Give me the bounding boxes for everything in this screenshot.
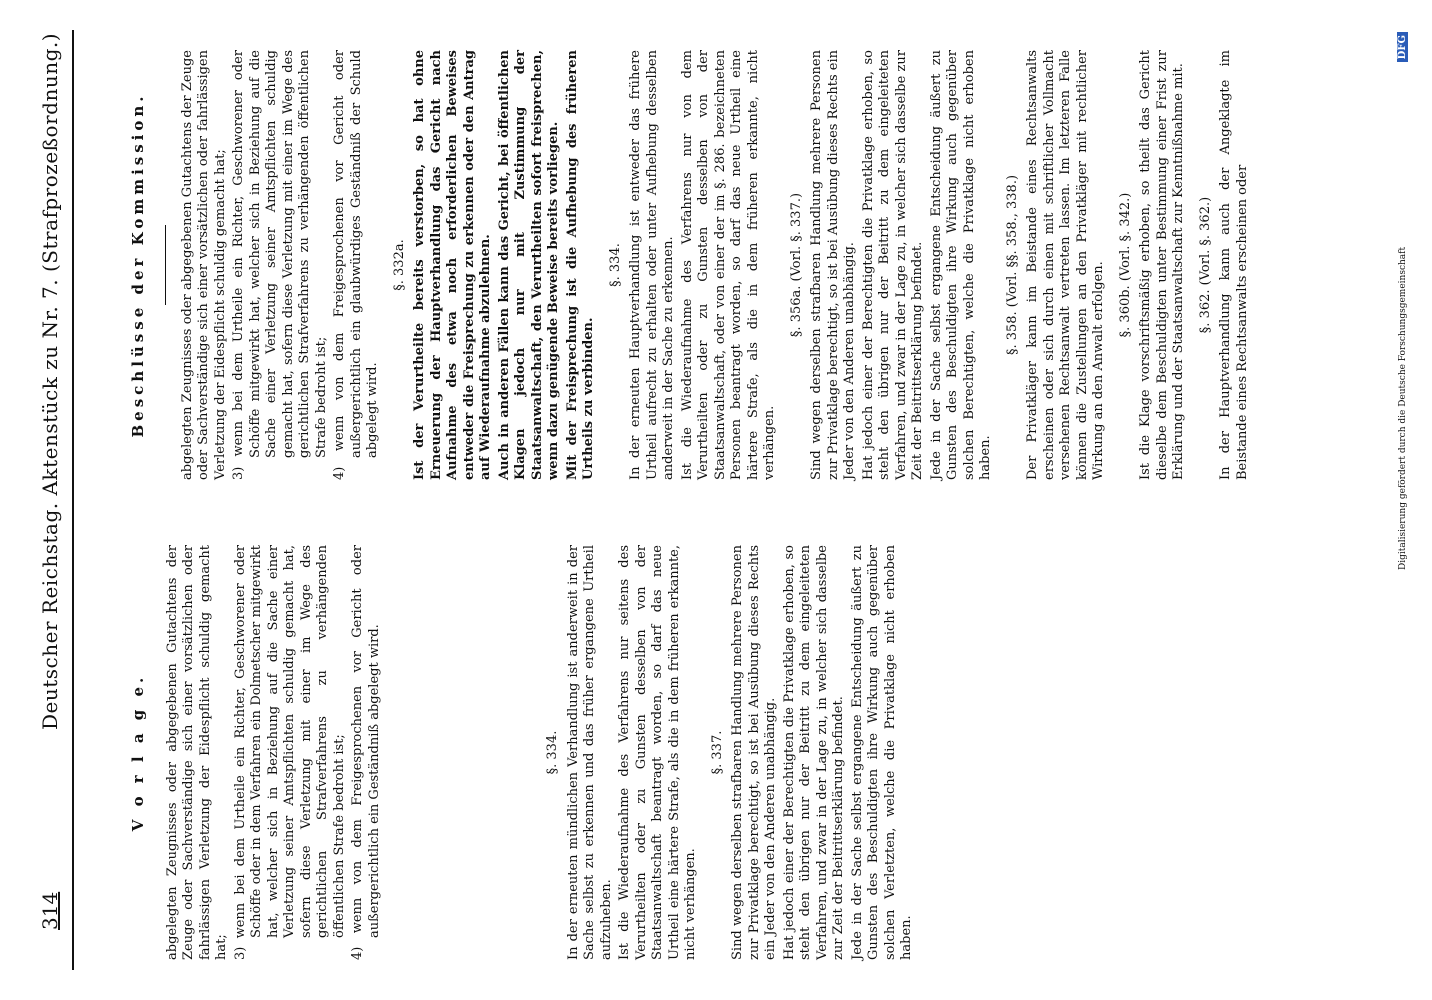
left-s337-p3: Jede in der Sache selbst ergangene Entscheidung äußert zu Gunsten des Beschuldigten ihre Wirkung auch gegenüber solchen Verletzten, welche die Privatklage nicht erhoben haben. bbox=[849, 545, 914, 960]
right-s360b-heading: §. 360b. (Vorl. §. 342.) bbox=[1117, 192, 1133, 338]
digitization-note: Digitalisierung gefördert durch die Deutsche Forschungsgemeinschaft bbox=[1398, 246, 1408, 570]
right-column-heading: Beschlüsse der Kommission. bbox=[129, 92, 147, 438]
right-s356a-heading: §. 356a. (Vorl. §. 337.) bbox=[788, 192, 804, 338]
left-s337-p2: Hat jedoch einer der Berechtigten die Privatklage erhoben, so steht den übrigen nur der Beitritt zu dem eingeleiteten Verfahren, und zwar in der Lage zu, in welcher sich dasselbe zur Zeit der Beitrittserklärung befindet. bbox=[781, 545, 846, 960]
right-s334-p2: Ist die Wiederaufnahme des Verfahrens nur von dem Verurtheilten oder zu Gunsten desselben von der Staatsanwaltschaft, oder von einer der im §. 286. bezeichneten Personen beantragt worden, so darf das neue Urtheil eine härtere Strafe, als die in dem früheren erkannte, nicht verhängen. bbox=[679, 50, 777, 480]
page-number: 314 bbox=[38, 891, 62, 930]
left-column-heading: V o r l a g e. bbox=[129, 673, 147, 832]
dfg-logo-icon: DFG bbox=[1397, 32, 1408, 62]
right-s362-p1: In der Hauptverhandlung kann auch der Angeklagte im Beistande eines Rechtsanwalts erscheinen oder bbox=[1218, 50, 1250, 480]
right-s362-heading: §. 362. (Vorl. §. 362.) bbox=[1197, 196, 1213, 334]
left-item-4: 4) wenn von dem Freigesprochenen vor Gericht oder außergerichtlich ein Geständniß abgelegt wird. bbox=[350, 545, 382, 960]
left-s334-p1: In der erneuten mündlichen Verhandlung ist anderweit in der Sache selbst zu erkennen und das früher ergangene Urtheil aufzuheben. bbox=[565, 545, 614, 960]
right-s334-heading: §. 334. bbox=[607, 243, 623, 287]
right-item-4: 4) wenn von dem Freigesprochenen vor Gericht oder außergerichtlich ein glaubwürdiges Geständniß der Schuld abgelegt wird. bbox=[332, 50, 380, 480]
right-s332a-p2: Auch in anderen Fällen kann das Gericht, bei öffentlichen Klagen jedoch nur mit Zustimmung der Staatsanwaltschaft, den Verurtheilten sofort freisprechen, wenn dazu genügende Beweise bereits vorliegen. bbox=[496, 50, 561, 480]
digitization-footer bbox=[1397, 35, 1408, 570]
header-rule bbox=[72, 30, 74, 970]
right-s332a-heading: §. 332a. bbox=[391, 239, 407, 291]
left-s334-p2: Ist die Wiederaufnahme des Verfahrens nur seitens des Verurtheilten oder zu Gunsten desselben von der Staatsanwaltschaft beantragt worden, so darf das neue Urtheil eine härtere Strafe, als die in dem früheren erkannte, nicht verhängen. bbox=[617, 545, 698, 960]
right-s332a-p3: Mit der Freisprechung ist die Aufhebung des früheren Urtheils zu verbinden. bbox=[564, 50, 596, 480]
right-intro: abgelegten Zeugnisses oder abgegebenen Gutachtens der Zeuge oder Sachverständige sich einer vorsätzlichen oder fahrlässigen Verletzung der Eidespflicht schuldig gemacht hat; bbox=[179, 50, 228, 480]
left-column bbox=[130, 545, 918, 960]
right-s356a-p2: Hat jedoch einer der Berechtigten die Privatklage erhoben, so steht den übrigen nur der Beitritt zu dem eingeleiteten Verfahren, und zwar in der Lage zu, in welcher sich dasselbe zur Zeit der Beitrittserklärung befindet. bbox=[860, 50, 925, 480]
left-s337-p1: Sind wegen derselben strafbaren Handlung mehrere Personen zur Privatklage berechtigt, so ist bei Ausübung dieses Rechts ein Jeder von den Anderen unabhängig. bbox=[730, 545, 778, 960]
right-s356a-p3: Jede in der Sache selbst ergangene Entscheidung äußert zu Gunsten des Beschuldigten ihre Wirkung auch gegenüber solchen Berechtigten, welche die Privatklage nicht erhoben haben. bbox=[928, 50, 993, 480]
right-s356a-p1: Sind wegen derselben strafbaren Handlung mehrere Personen zur Privatklage berechtigt, so ist bei Ausübung dieses Rechts ein Jeder von den Anderen unabhängig. bbox=[809, 50, 857, 480]
right-heading-separator bbox=[165, 225, 166, 305]
left-intro: abgelegten Zeugnisses oder abgegebenen Gutachtens der Zeuge oder Sachverständige sich einer vorsätzlichen oder fahrlässigen Verletzung der Eidespflicht schuldig gemacht hat; bbox=[164, 545, 229, 960]
right-s358-heading: §. 358. (Vorl. §§. 358., 338.) bbox=[1004, 174, 1020, 356]
page-header bbox=[38, 30, 68, 970]
right-column bbox=[130, 50, 1253, 480]
right-s334-p1: In der erneuten Hauptverhandlung ist entweder das frühere Urtheil aufrecht zu erhalten oder unter Aufhebung desselben anderweit in der Sache zu erkennen. bbox=[628, 50, 676, 480]
right-s358-p1: Der Privatkläger kann im Beistande eines Rechtsanwalts erscheinen oder sich durch einen mit schriftlicher Vollmacht versehenen Rechtsanwalt vertreten lassen. Im letzteren Falle können die Zustellungen an den Privatkläger mit rechtlicher Wirkung an den Anwalt erfolgen. bbox=[1025, 50, 1106, 480]
left-s337-heading: §. 337. bbox=[709, 730, 725, 775]
right-item-3: 3) wenn bei dem Urtheile ein Richter, Geschworener oder Schöffe mitgewirkt hat, welcher sich in Beziehung auf die Sache einer Verletzung seiner Amtspflichten schuldig gemacht hat, sofern diese Verletzung mit einer im Wege des gerichtlichen Strafverfahrens zu verhängenden öffentlichen Strafe bedroht ist; bbox=[231, 50, 329, 480]
left-s334-heading: §. 334. bbox=[545, 730, 560, 775]
left-item-3: 3) wenn bei dem Urtheile ein Richter, Geschworener oder Schöffe oder in dem Verfahren ein Dolmetscher mitgewirkt hat, welcher sich in Beziehung auf die Sache einer Verletzung seiner Amtspflichten schuldig gemacht hat, sofern diese Verletzung mit einer im Wege des gerichtlichen Strafverfahrens zu verhängenden öffentlichen Strafe bedroht ist; bbox=[232, 545, 347, 960]
right-s360b-p1: Ist die Klage vorschriftsmäßig erhoben, so theilt das Gericht dieselbe dem Beschuldigten unter Bestimmung einer Frist zur Erklärung und der Staatsanwaltschaft zur Kenntnißnahme mit. bbox=[1138, 50, 1186, 480]
page-title: Deutscher Reichstag. Aktenstück zu Nr. 7. (Strafprozeßordnung.) bbox=[38, 32, 62, 730]
right-s332a-p1: Ist der Verurtheilte bereits verstorben, so hat ohne Erneuerung der Hauptverhandlung das Gericht nach Aufnahme des etwa noch erforderlichen Beweises entweder die Freisprechung zu erkennen oder den Antrag auf Wiederaufnahme abzulehnen. bbox=[412, 50, 493, 480]
